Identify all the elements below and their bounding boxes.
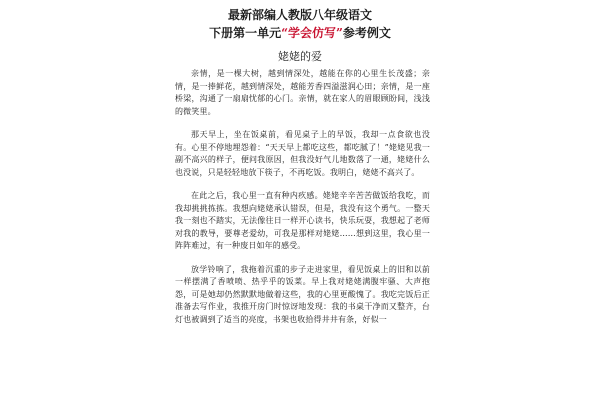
- subtitle-highlight: “学会仿写”: [281, 26, 343, 40]
- essay-paragraph-4: 放学铃响了，我拖着沉重的步子走进家里，看见饭桌上的旧和以前一样摆满了香喷喷、热乎乎的饭菜。早上我对姥姥满腹牢骚、大声抱怨，可是她却仍然默默地做着这些，我的心里更酸愧了。我吃完饭后正准备去写作业，我推开房门时惊讶地发现：我的书桌干净而又整齐，台灯也被调到了适当的亮度，书架也收拾得井井有条，好似一: [175, 264, 430, 324]
- document-subtitle: [0, 26, 600, 40]
- essay-paragraph-3: 在此之后，我心里一直有种内疚感。姥姥辛辛苦苦做饭给我吃，而我却挑挑拣拣。我想向姥姥承认错误，但是，我没有这个勇气。一整天我一刻也不踏实，无法像往日一样开心读书，快乐玩耍，我想起了老师对我的教导，要尊老爱幼，可我是那样对姥姥……想到这里，我心里一阵阵难过，有一种废日如年的感受。: [175, 191, 430, 250]
- essay-paragraph-2: 那天早上，坐在饭桌前，看见桌子上的早饭，我却一点食欲也没有。心里不停地埋怨着：“天天早上都吃这些，都吃腻了！”姥姥见我一副不高兴的样子，便问我原因，但我没好气儿地数落了一通，姥姥什么也没说，只是轻轻地放下筷子，不再吃饭。我明白，姥姥不高兴了。: [175, 130, 430, 177]
- subtitle-suffix: 参考例文: [342, 26, 391, 40]
- document-title: 最新部编人教版八年级语文: [227, 8, 372, 22]
- essay-body: [175, 68, 430, 326]
- subtitle-prefix: 下册第一单元: [209, 26, 282, 40]
- essay-title: 姥姥的爱: [278, 50, 322, 63]
- essay-paragraph-1: 亲情，是一棵大树，越到情深处，越能在你的心里生长茂盛；亲情，是一捧鲜花，越到情深处，越能芳香四溢滋润心田；亲情，是一座桥梁，沟通了一扇扇忧郁的心门。亲情，就在家人的眉眼顾盼间，浅浅的微笑里。: [175, 69, 430, 116]
